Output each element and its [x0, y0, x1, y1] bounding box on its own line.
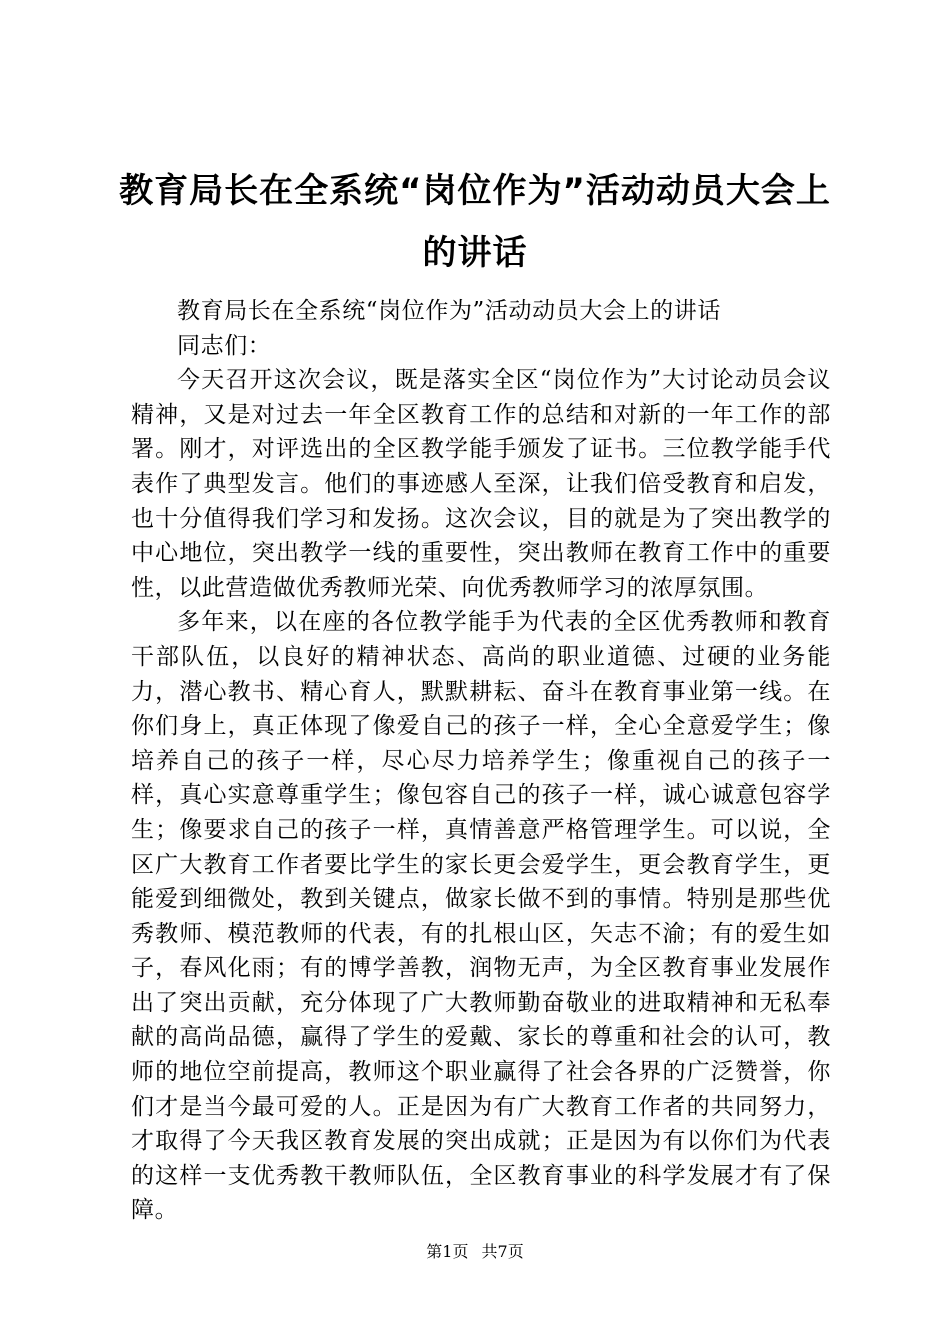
- paragraph-heading-repeat: 教育局长在全系统“岗位作为”活动动员大会上的讲话: [177, 298, 721, 324]
- page-footer: [0, 1242, 950, 1262]
- page-total: 共7页: [481, 1242, 524, 1261]
- paragraph-achievements: 多年来，以在座的各位教学能手为代表的全区优秀教师和教育干部队伍，以良好的精神状态、高尚的职业道德、过硬的业务能力，潜心教书、精心育人，默默耕耘、奋斗在教育事业第一线。在你们身上，真正体现了像爱自己的孩子一样，全心全意爱学生；像培养自己的孩子一样，尽心尽力培养学生；像重视自己的孩子一样，真心实意尊重学生；像包容自己的孩子一样，诚心诚意包容学生；像要求自己的孩子一样，真情善意严格管理学生。可以说，全区广大教育工作者要比学生的家长更会爱学生，更会教育学生，更能爱到细微处，教到关键点，做家长做不到的事情。特别是那些优秀教师、模范教师的代表，有的扎根山区，矢志不渝；有的爱生如子，春风化雨；有的博学善教，润物无声，为全区教育事业发展作出了突出贡献，充分体现了广大教师勤奋敬业的进取精神和无私奉献的高尚品德，赢得了学生的爱戴、家长的尊重和社会的认可，教师的地位空前提高，教师这个职业赢得了社会各界的广泛赞誉，你们才是当今最可爱的人。正是因为有广大教育工作者的共同努力，才取得了今天我区教育发展的突出成就；正是因为有以你们为代表的这样一支优秀教干教师队伍，全区教育事业的科学发展才有了保障。: [131, 609, 831, 1224]
- document-title: 教育局长在全系统“岗位作为”活动动员大会上的讲话: [119, 171, 831, 273]
- paragraph-intro: 今天召开这次会议，既是落实全区“岗位作为”大讨论动员会议精神，又是对过去一年全区教育工作的总结和对新的一年工作的部署。刚才，对评选出的全区教学能手颁发了证书。三位教学能手代表作了典型发言。他们的事迹感人至深，让我们倍受教育和启发，也十分值得我们学习和发扬。这次会议，目的就是为了突出教学的中心地位，突出教学一线的重要性，突出教师在教育工作中的重要性，以此营造做优秀教师光荣、向优秀教师学习的浓厚氛围。: [131, 367, 831, 601]
- page-number: 第1页: [426, 1242, 469, 1261]
- paragraph-salutation: 同志们：: [177, 332, 272, 359]
- document-body: [131, 294, 831, 1228]
